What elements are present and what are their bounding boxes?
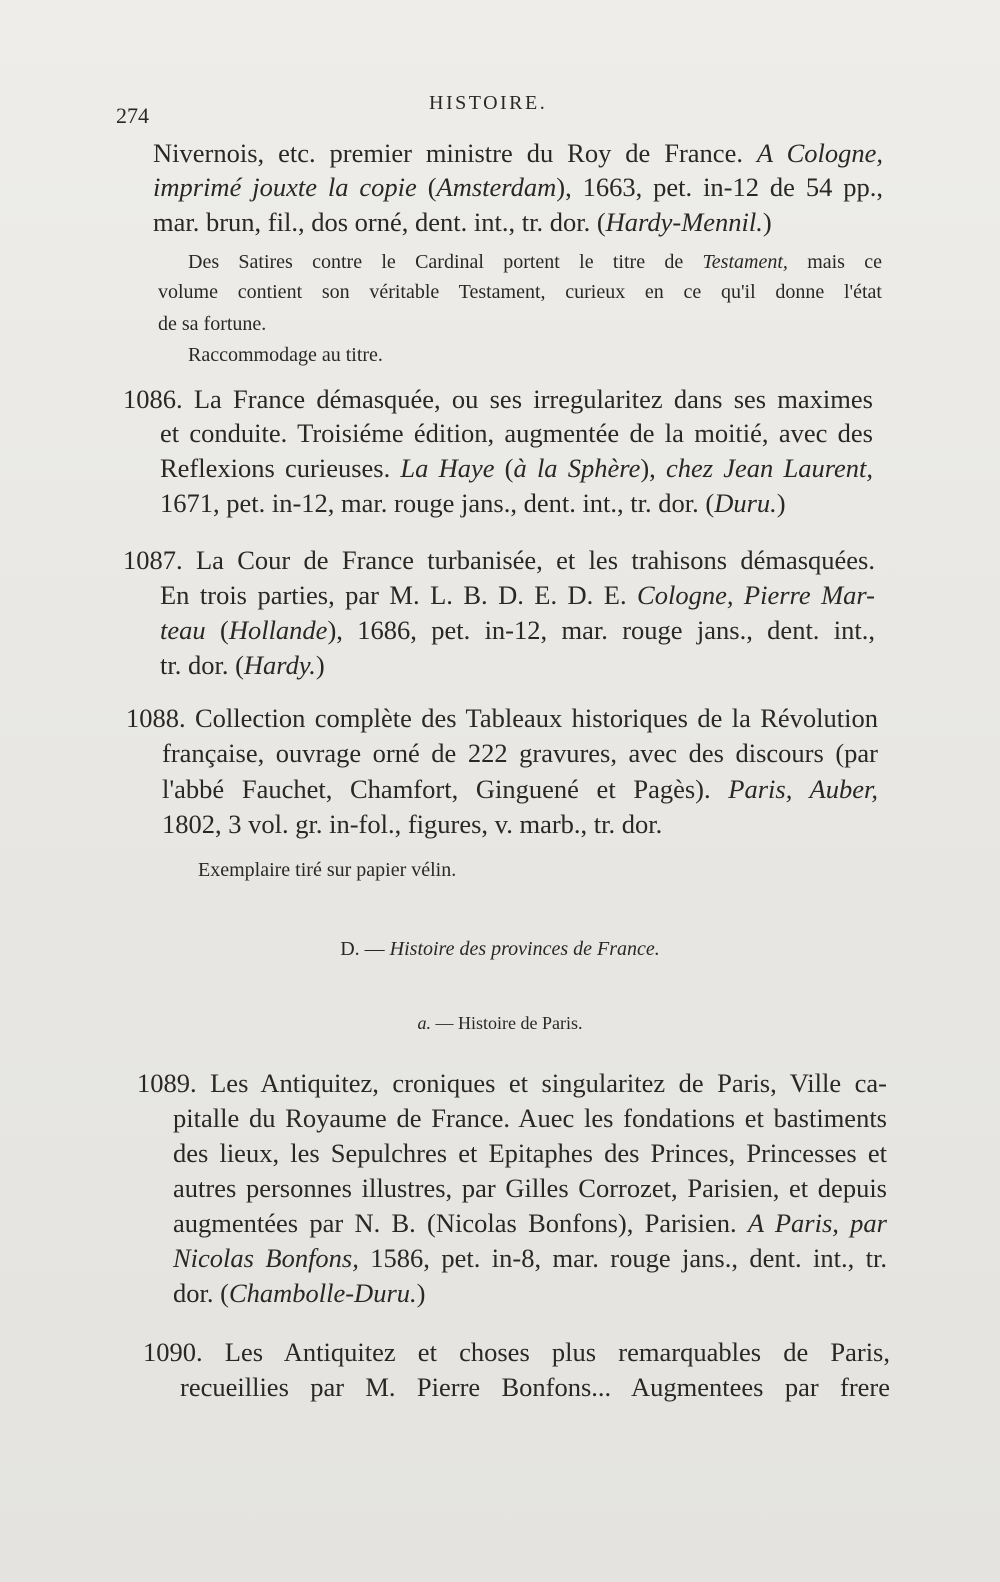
text-run: ) bbox=[315, 650, 325, 680]
text-run: Nicolas Bonfons, bbox=[173, 1243, 359, 1273]
entry-line bbox=[173, 1140, 887, 1167]
entry-note bbox=[158, 314, 266, 334]
text-run: ( bbox=[494, 453, 514, 483]
text-run: Exemplaire tiré sur papier vélin. bbox=[198, 859, 457, 881]
text-run: mais ce bbox=[787, 251, 882, 273]
text-run: A Cologne, bbox=[756, 138, 883, 168]
text-run: Hardy-Mennil. bbox=[605, 207, 763, 237]
text-run: 1087. La Cour de France turbanisée, et les trahisons démasquées. bbox=[123, 545, 875, 575]
text-run: Chambolle-Duru. bbox=[228, 1278, 417, 1308]
entry-line bbox=[153, 209, 772, 236]
text-run: Raccommodage au titre. bbox=[188, 344, 383, 366]
text-run: Paris, Auber, bbox=[728, 774, 878, 804]
entry-line bbox=[123, 547, 875, 574]
text-run: recueillies par M. Pierre Bonfons... Augmentees par frere bbox=[180, 1372, 890, 1402]
text-run: 1086. La France démasquée, ou ses irregularitez dans ses maximes bbox=[123, 384, 873, 414]
text-run: ) bbox=[762, 207, 772, 237]
text-run: autres personnes illustres, par Gilles Corrozet, Parisien, et depuis bbox=[173, 1173, 887, 1203]
text-run: ( bbox=[416, 172, 437, 202]
text-run: 1088. Collection complète des Tableaux historiques de la Révolution bbox=[126, 703, 878, 733]
text-run: Des Satires contre le Cardinal portent le titre de bbox=[188, 251, 703, 273]
page-number: 274 bbox=[116, 103, 149, 128]
entry-line bbox=[173, 1245, 887, 1272]
text-run: 1090. Les Antiquitez et choses plus remarquables de Paris, bbox=[143, 1337, 890, 1367]
text-run: ) bbox=[416, 1278, 426, 1308]
text-run: ) bbox=[776, 488, 786, 518]
text-run: et conduite. Troisiéme édition, augmentée de la moitié, avec des bbox=[160, 418, 873, 448]
text-run: à la Sphère bbox=[513, 453, 641, 483]
text-run: teau bbox=[160, 615, 206, 645]
text-run: Cologne, Pierre Mar- bbox=[637, 580, 875, 610]
section-subheading: a. — Histoire de Paris. bbox=[417, 1013, 583, 1033]
entry-line bbox=[162, 811, 662, 838]
text-run: La Haye bbox=[400, 453, 495, 483]
entry-line bbox=[153, 174, 883, 201]
entry-line bbox=[137, 1070, 887, 1097]
entry-line bbox=[143, 1339, 890, 1366]
text-run: Hardy. bbox=[243, 650, 316, 680]
entry-line bbox=[126, 705, 878, 732]
text-run: tr. dor. ( bbox=[160, 650, 244, 680]
text-run: ( bbox=[205, 615, 229, 645]
text-run: des lieux, les Sepulchres et Epitaphes des Princes, Princesses et bbox=[173, 1138, 887, 1168]
entry-line bbox=[173, 1280, 425, 1307]
entry-line bbox=[173, 1105, 887, 1132]
text-run: Hollande bbox=[228, 615, 328, 645]
entry-note bbox=[188, 345, 383, 365]
text-run: 1671, pet. in-12, mar. rouge jans., dent. int., tr. dor. ( bbox=[160, 488, 715, 518]
section-heading: D. — Histoire des provinces de France. bbox=[340, 938, 660, 960]
entry-note bbox=[198, 860, 456, 880]
text-run: dor. ( bbox=[173, 1278, 229, 1308]
text-run: ), bbox=[640, 453, 666, 483]
entry-line bbox=[153, 140, 883, 167]
text-run: 1089. Les Antiquitez, croniques et singularitez de Paris, Ville ca- bbox=[137, 1068, 887, 1098]
text-run: Testament, bbox=[702, 251, 788, 273]
text-run: chez Jean Laurent, bbox=[665, 453, 874, 483]
entry-note bbox=[158, 282, 882, 302]
text-run: Amsterdam bbox=[436, 172, 557, 202]
text-run: de sa fortune. bbox=[158, 313, 267, 335]
entry-line bbox=[160, 652, 325, 679]
entry-note bbox=[188, 252, 882, 272]
text-run: imprimé jouxte la copie bbox=[153, 172, 417, 202]
entry-line bbox=[180, 1374, 890, 1401]
text-run: 1586, pet. in-8, mar. rouge jans., dent. int., tr. bbox=[358, 1243, 888, 1273]
text-run: augmentées par N. B. (Nicolas Bonfons), Parisien. bbox=[173, 1208, 748, 1238]
entry-line bbox=[160, 420, 873, 447]
text-run: A Paris, par bbox=[747, 1208, 887, 1238]
entry-line bbox=[162, 740, 878, 767]
entry-line bbox=[160, 617, 875, 644]
entry-line bbox=[173, 1210, 887, 1237]
entry-line bbox=[173, 1175, 887, 1202]
entry-line bbox=[123, 386, 873, 413]
entry-line bbox=[160, 582, 875, 609]
text-run: Duru. bbox=[714, 488, 777, 518]
text-run: volume contient son véritable Testament, curieux en ce qu'il donne l'état bbox=[158, 281, 882, 303]
text-run: ), 1686, pet. in-12, mar. rouge jans., dent. int., bbox=[327, 615, 876, 645]
text-run: ), 1663, pet. in-12 de 54 pp., bbox=[556, 172, 883, 202]
entry-line bbox=[160, 490, 786, 517]
text-run: mar. brun, fil., dos orné, dent. int., tr. dor. ( bbox=[153, 207, 606, 237]
entry-line bbox=[162, 776, 878, 803]
text-run: pitalle du Royaume de France. Auec les fondations et bastiments bbox=[173, 1103, 887, 1133]
text-run: française, ouvrage orné de 222 gravures, avec des discours (par bbox=[162, 738, 878, 768]
text-run: Nivernois, etc. premier ministre du Roy de France. bbox=[153, 138, 757, 168]
text-run: 1802, 3 vol. gr. in-fol., figures, v. marb., tr. dor. bbox=[162, 809, 663, 839]
running-title: HISTOIRE. bbox=[429, 92, 548, 114]
text-run: l'abbé Fauchet, Chamfort, Ginguené et Pagès). bbox=[162, 774, 729, 804]
text-run: En trois parties, par M. L. B. D. E. D. E. bbox=[160, 580, 638, 610]
text-run: Reflexions curieuses. bbox=[160, 453, 401, 483]
entry-line bbox=[160, 455, 873, 482]
